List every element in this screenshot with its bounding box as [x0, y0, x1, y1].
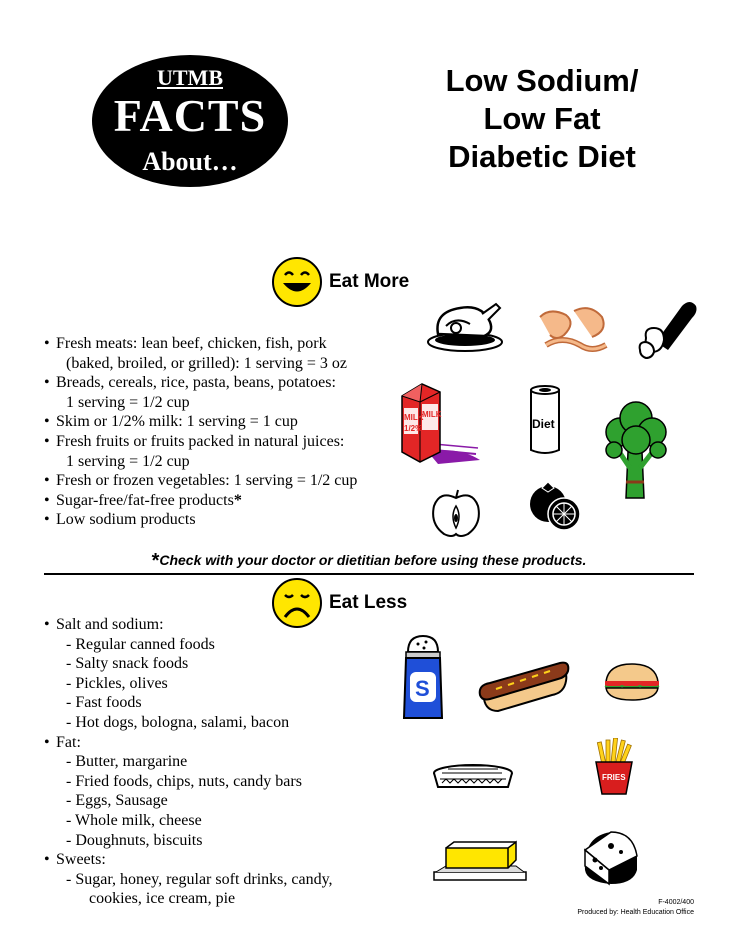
footer: [577, 898, 694, 918]
section-divider: [44, 573, 694, 575]
milk-label-side: MILK: [422, 410, 442, 419]
list-item: • Skim or 1/2% milk: 1 serving = 1 cup: [44, 413, 298, 431]
butter-icon: [432, 838, 528, 884]
form-code: F-4002/400: [658, 899, 694, 906]
sub-list-item: - Regular canned foods: [66, 635, 215, 653]
list-item: • Fat:: [44, 733, 81, 751]
list-item-continued: (baked, broiled, or grilled): 1 serving = 3 oz: [66, 354, 347, 372]
bread-icon: [638, 298, 698, 360]
sub-list-item: - Salty snack foods: [66, 655, 189, 673]
list-item: • Breads, cereals, rice, pasta, beans, potatoes:: [44, 374, 336, 392]
list-item: • Fresh fruits or fruits packed in natural juices:: [44, 432, 345, 450]
list-item-continued: 1 serving = 1/2 cup: [66, 393, 190, 411]
eat-more-heading: [271, 256, 409, 308]
doctor-note: *Check with your doctor or dietitian before using these products.: [151, 550, 587, 572]
sub-list-item: - Pickles, olives: [66, 674, 168, 692]
happy-face-icon: [271, 256, 323, 308]
list-item: • Salt and sodium:: [44, 616, 164, 633]
sub-list-item: - Butter, margarine: [66, 753, 188, 771]
sub-list-item: - Fast foods: [66, 694, 142, 712]
sub-list-item: - Eggs, Sausage: [66, 792, 168, 810]
cheese-icon: [581, 826, 639, 888]
utmb-facts-logo: [92, 55, 288, 187]
sub-list-item: - Doughnuts, biscuits: [66, 831, 203, 849]
sub-list-item: - Hot dogs, bologna, salami, bacon: [66, 713, 290, 731]
pie-icon: [432, 753, 514, 793]
fries-icon: [592, 738, 636, 796]
tomato-icon: [528, 480, 584, 532]
sub-list-item-continued: cookies, ice cream, pie: [89, 890, 236, 908]
milk-label: MILK: [404, 413, 424, 422]
broccoli-icon: [604, 398, 668, 502]
eat-less-list: [44, 615, 333, 909]
shrimp-icon: [536, 305, 608, 357]
apple-icon: [430, 488, 482, 538]
produced-by: Produced by: Health Education Office: [577, 909, 694, 916]
list-item: • Sweets:: [44, 851, 106, 869]
logo-utmb: UTMB: [157, 65, 223, 90]
title-line-2: Low Fat: [483, 101, 601, 136]
title-line-1: Low Sodium/: [445, 63, 639, 98]
logo-about: About…: [142, 147, 238, 176]
list-item: • Sugar-free/fat-free products*: [44, 491, 242, 509]
sub-list-item: - Fried foods, chips, nuts, candy bars: [66, 772, 302, 790]
sub-list-item: - Sugar, honey, regular soft drinks, candy,: [66, 870, 333, 888]
diet-label: Diet: [532, 417, 555, 431]
list-item-continued: 1 serving = 1/2 cup: [66, 452, 190, 470]
sandwich-icon: [604, 662, 660, 702]
list-item: • Fresh or frozen vegetables: 1 serving = 1/2 cup: [44, 472, 358, 490]
title-line-3: Diabetic Diet: [448, 139, 636, 174]
milk-fraction: 1/2%: [404, 424, 423, 433]
milk-carton-icon: [398, 380, 480, 466]
sub-list-item: - Whole milk, cheese: [66, 811, 202, 829]
logo-facts: FACTS: [113, 90, 267, 141]
hot-dog-icon: [478, 655, 570, 713]
chicken-icon: [426, 296, 504, 358]
eat-less-label: Eat Less: [329, 592, 408, 613]
page-title: [392, 62, 692, 176]
salt-label: S: [415, 676, 430, 701]
eat-more-label: Eat More: [329, 271, 410, 292]
diet-soda-icon: [527, 384, 563, 456]
salt-shaker-icon: [400, 632, 446, 722]
eat-more-list: [44, 334, 357, 530]
list-item: • Fresh meats: lean beef, chicken, fish, pork: [44, 335, 327, 352]
fries-label: FRIES: [602, 773, 626, 782]
list-item: • Low sodium products: [44, 511, 196, 529]
